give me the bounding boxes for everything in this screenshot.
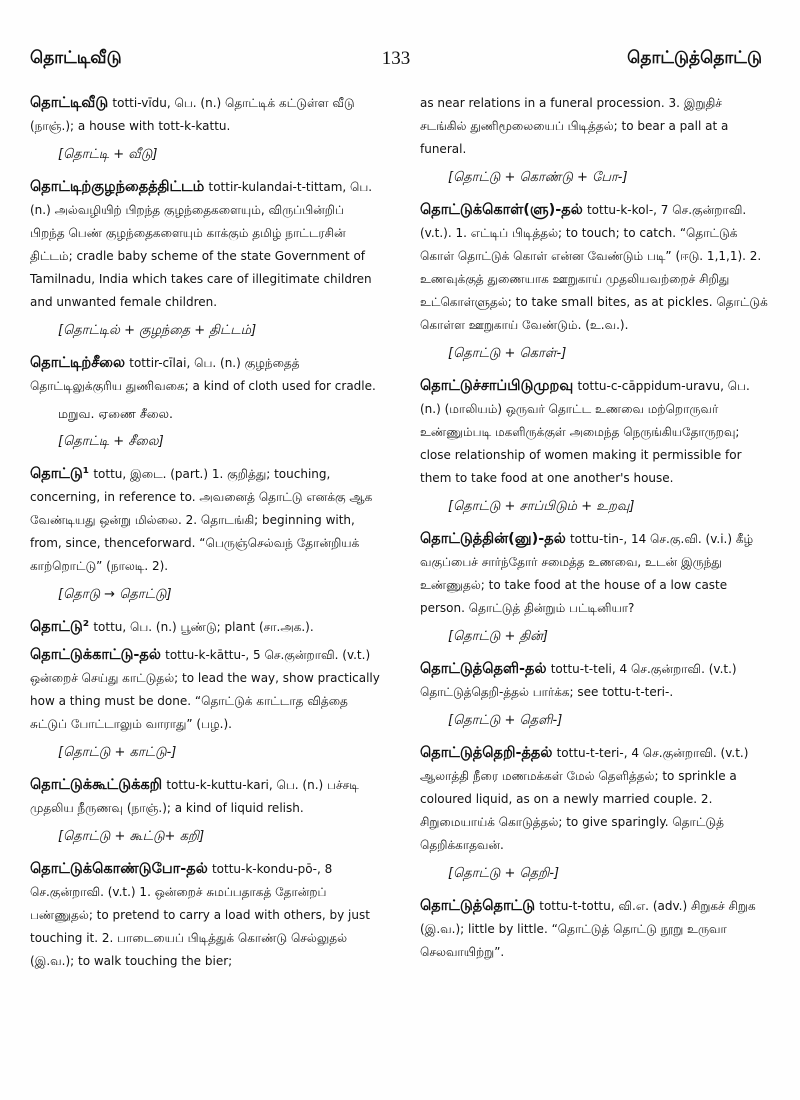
entry-note: மறுவ. ஏணை சீலை. [58, 406, 173, 421]
right-column [420, 92, 770, 969]
entry-body: tottu-c-cāppidum-uravu, பெ. (n.) (மாலியம்) ஒருவர் தொட்ட உணவை மற்றொருவர் உண்ணும்படி மகளிருக்குள் அமைந்த நெருங்கியதோருறவு; close relationship of women making it permissible for them to take food at one another's house. [420, 379, 750, 485]
entry-headword: தொட்டுக்கூட்டுக்கறி [30, 777, 163, 793]
entry-etymology: [தொட்டு + கூட்டு+ கறி] [58, 829, 205, 844]
entry-body: totti-vīdu, பெ. (n.) தொட்டிக் கட்டுள்ள வீடு (நாஞ்.); a house with tott-k-kattu. [30, 96, 355, 133]
entry-body: tottir-kulandai-t-tittam, பெ. (n.) அல்வழியிற் பிறந்த குழந்தைகளையும், விருப்பின்றிப் பிறந்த பெண் குழந்தைகளையும் காக்கும் தமிழ் நாட்டரசின் திட்டம்; cradle baby scheme of the state Government of Tamilnadu, India which takes care of illegitimate children and unwanted female children. [30, 180, 373, 309]
dictionary-entry [420, 895, 770, 964]
entry-headword: தொட்டிற்குழந்தைத்திட்டம் [30, 179, 205, 195]
page-number: 133 [381, 48, 411, 69]
dictionary-entry [30, 858, 380, 973]
entry-headword: தொட்டு¹ [30, 466, 90, 482]
entry-etymology: [தொடு → தொட்டு] [58, 587, 172, 602]
dictionary-entry [30, 644, 380, 736]
entry-etymology: [தொட்டி + சீலை] [58, 434, 164, 449]
dictionary-entry [420, 742, 770, 857]
dictionary-entry [30, 352, 380, 398]
entry-headword: தொட்டுக்கொண்டுபோ-தல் [30, 861, 208, 877]
entry-etymology: [தொட்டு + சாப்பிடும் + உறவு] [448, 499, 635, 514]
entry-headword: தொட்டுத்தெறி-த்தல் [420, 745, 553, 761]
entry-etymology: [தொட்டு + காட்டு-] [58, 745, 177, 760]
entry-continuation [420, 92, 770, 161]
dictionary-entry [420, 375, 770, 490]
entry-etymology: [தொட்டு + தெறி-] [448, 866, 560, 881]
header-right-guide-word: தொட்டுத்தொட்டு [627, 48, 762, 68]
dictionary-entry [30, 463, 380, 578]
dictionary-entry [420, 658, 770, 704]
dictionary-entry [30, 92, 380, 138]
entry-body: tottu-t-tottu, வி.எ. (adv.) சிறுகச் சிறுக (இ.வ.); little by little. “தொட்டுத் தொட்டு நூறு உருவா செலவாயிற்று”. [420, 899, 756, 959]
dictionary-entry [30, 616, 380, 639]
dictionary-entry [30, 774, 380, 820]
dictionary-entry [30, 176, 380, 314]
entry-headword: தொட்டுச்சாப்பிடுமுறவு [420, 378, 574, 394]
entry-body: tottu, பெ. (n.) பூண்டு; plant (சா.அக.). [93, 620, 314, 634]
entry-body: tottir-cīlai, பெ. (n.) குழந்தைத் தொட்டிலுக்குரிய துணிவகை; a kind of cloth used for cradle. [30, 356, 376, 393]
entry-etymology: [தொட்டு + தெளி-] [448, 713, 563, 728]
entry-body: tottu-k-kāttu-, 5 செ.குன்றாவி. (v.t.) ஒன்றைச் செய்து காட்டுதல்; to lead the way, show practically how a thing must be done. “தொட்டுக் காட்டாத வித்தை சுட்டுப் போட்டாலும் வாராது” (பழ.). [30, 648, 380, 731]
entry-body: tottu-t-teli, 4 செ.குன்றாவி. (v.t.) தொட்டுத்தெறி-த்தல் பார்க்க; see tottu-t-teri-. [420, 662, 737, 699]
entry-etymology: [தொட்டி + வீடு] [58, 147, 158, 162]
page-header [30, 48, 762, 74]
entry-body: tottu-tin-, 14 செ.கு.வி. (v.i.) கீழ் வகுப்பைச் சார்ந்தோர் சமைத்த உணவை, உடன் இருந்து உண்ணுதல்; to take food at the house of a low caste person. தொட்டுத் தின்றும் பட்டினியா? [420, 532, 754, 615]
left-column [30, 92, 380, 978]
dictionary-entry [420, 528, 770, 620]
entry-headword: தொட்டிவீடு [30, 95, 109, 111]
continued-text: as near relations in a funeral procession. 3. இறுதிச் சடங்கில் துணிமூலையைப் பிடித்தல்; to bear a pall at a funeral. [420, 96, 729, 156]
entry-headword: தொட்டுத்தொட்டு [420, 898, 536, 914]
entry-etymology: [தொட்டு + கொண்டு + போ-] [448, 170, 628, 185]
entry-headword: தொட்டு² [30, 619, 90, 635]
entry-headword: தொட்டுத்தெளி-தல் [420, 661, 547, 677]
entry-etymology: [தொட்டு + கொள்-] [448, 346, 567, 361]
entry-body: tottu-t-teri-, 4 செ.குன்றாவி. (v.t.) ஆலாத்தி நீரை மணமக்கள் மேல் தெளித்தல்; to sprinkle a coloured liquid, as on a newly married couple. 2. சிறுமையாய்க் கொடுத்தல்; to give sparingly. தொட்டுத் தெறிக்காதவன். [420, 746, 749, 852]
entry-headword: தொட்டுக்கொள்(ளு)-தல் [420, 202, 583, 218]
entry-etymology: [தொட்டு + தின்] [448, 629, 548, 644]
dictionary-entry [420, 199, 770, 337]
entry-headword: தொட்டுத்தின்(னு)-தல் [420, 531, 566, 547]
entry-headword: தொட்டுக்காட்டு-தல் [30, 647, 161, 663]
entry-headword: தொட்டிற்சீலை [30, 355, 126, 371]
entry-etymology: [தொட்டில் + குழந்தை + திட்டம்] [58, 323, 257, 338]
entry-body: tottu-k-kondu-pō-, 8 செ.குன்றாவி. (v.t.) 1. ஒன்றைச் சுமப்பதாகத் தோன்றப் பண்ணுதல்; to pretend to carry a load with others, by just touching it. 2. பாடையைப் பிடித்துக் கொண்டு செல்லுதல் (இ.வ.); to walk touching the bier; [30, 862, 370, 968]
entry-body: tottu-k-kol-, 7 செ.குன்றாவி. (v.t.). 1. எட்டிப் பிடித்தல்; to touch; to catch. “தொட்டுக் கொள் தொட்டுக் கொள் என்ன வேண்டும் படி” (ஈடு. 1,1,1). 2. உணவுக்குத் துணையாக ஊறுகாய் முதலியவற்றைச் சிறிது உட்கொள்ளுதல்; to take small bites, as at pickles. தொட்டுக் கொள்ள ஊறுகாய் வேண்டும். (உ.வ.). [420, 203, 768, 332]
entry-body: tottu, இடை. (part.) 1. குறித்து; touching, concerning, in reference to. அவனைத் தொட்டு எனக்கு ஆக வேண்டியது ஒன்று மில்லை. 2. தொடங்கி; beginning with, from, since, thenceforward. “பெருஞ்செல்வந் தோன்றியக் காற்றொட்டு” (நாலடி. 2). [30, 467, 373, 573]
entry-body: tottu-k-kuttu-kari, பெ. (n.) பச்சடி முதலிய நீருணவு (நாஞ்.); a kind of liquid relish. [30, 778, 359, 815]
header-left-guide-word: தொட்டிவீடு [30, 48, 122, 68]
